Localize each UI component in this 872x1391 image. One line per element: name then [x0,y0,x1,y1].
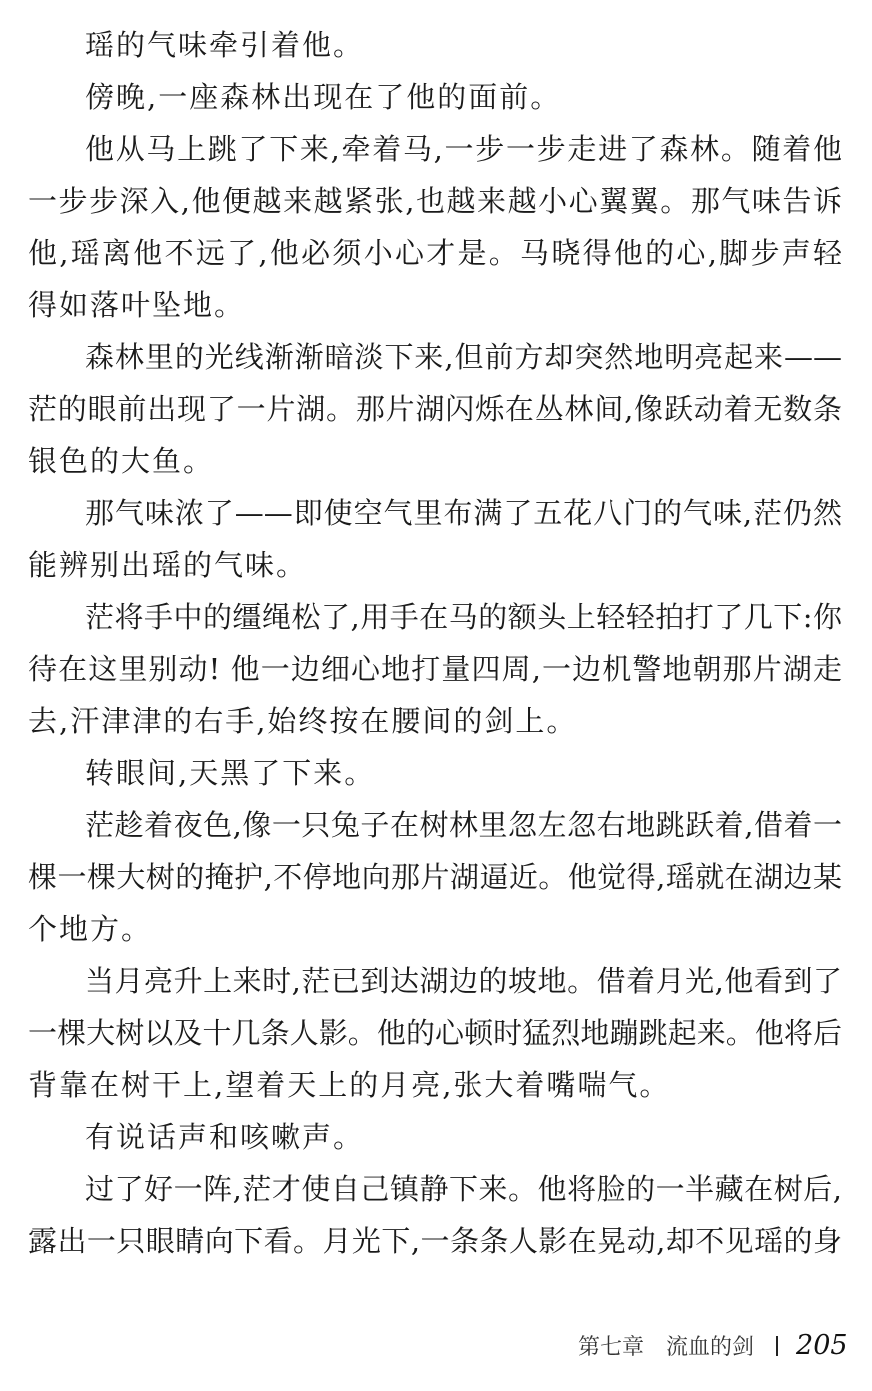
text-line: 待在这里别动! 他一边细心地打量四周,一边机警地朝那片湖走 [28,652,842,686]
paragraph [28,591,842,747]
page-number: 205 [796,1330,848,1361]
text-line: 茫趁着夜色,像一只兔子在树林里忽左忽右地跳跃着,借着一 [85,808,842,842]
text-line: 背靠在树干上,望着天上的月亮,张大着嘴喘气。 [28,1068,671,1102]
text-line: 棵一棵大树的掩护,不停地向那片湖逼近。他觉得,瑶就在湖边某 [28,860,842,894]
text-line: 一步步深入,他便越来越紧张,也越来越小心翼翼。那气味告诉 [28,184,842,218]
text-line: 当月亮升上来时,茫已到达湖边的坡地。借着月光,他看到了 [85,964,842,998]
text-line: 傍晚,一座森林出现在了他的面前。 [85,80,562,114]
paragraph [28,1111,842,1163]
paragraph [28,747,842,799]
text-line: 能辨别出瑶的气味。 [28,548,308,582]
text-line: 他从马上跳了下来,牵着马,一步一步走进了森林。随着他 [85,132,842,166]
paragraph [28,487,842,591]
paragraph [28,331,842,487]
text-line: 一棵大树以及十几条人影。他的心顿时猛烈地蹦跳起来。他将后 [28,1016,842,1050]
body-text [28,19,842,1267]
text-line: 他,瑶离他不远了,他必须小心才是。马晓得他的心,脚步声轻 [28,236,842,270]
paragraph [28,955,842,1111]
text-line: 那气味浓了——即使空气里布满了五花八门的气味,茫仍然 [85,496,842,530]
text-line: 得如落叶坠地。 [28,288,246,322]
text-line: 有说话声和咳嗽声。 [85,1120,365,1154]
paragraph [28,123,842,331]
text-line: 瑶的气味牵引着他。 [85,28,365,62]
text-line: 过了好一阵,茫才使自己镇静下来。他将脸的一半藏在树后, [85,1172,842,1206]
text-line: 茫将手中的缰绳松了,用手在马的额头上轻轻拍打了几下:你 [85,600,842,634]
text-line: 茫的眼前出现了一片湖。那片湖闪烁在丛林间,像跃动着无数条 [28,392,842,426]
running-footer [578,1330,848,1361]
text-line: 个地方。 [28,912,153,946]
paragraph [28,799,842,955]
text-line: 转眼间,天黑了下来。 [85,756,376,790]
text-line: 森林里的光线渐渐暗淡下来,但前方却突然地明亮起来—— [85,340,842,374]
paragraph [28,71,842,123]
paragraph [28,19,842,71]
text-line: 去,汗津津的右手,始终按在腰间的剑上。 [28,704,578,738]
text-line: 银色的大鱼。 [28,444,215,478]
chapter-label: 第七章 [578,1335,645,1360]
footer-divider [776,1336,778,1356]
text-line: 露出一只眼睛向下看。月光下,一条条人影在晃动,却不见瑶的身 [28,1224,842,1258]
chapter-title: 流血的剑 [666,1335,755,1360]
paragraph [28,1163,842,1267]
